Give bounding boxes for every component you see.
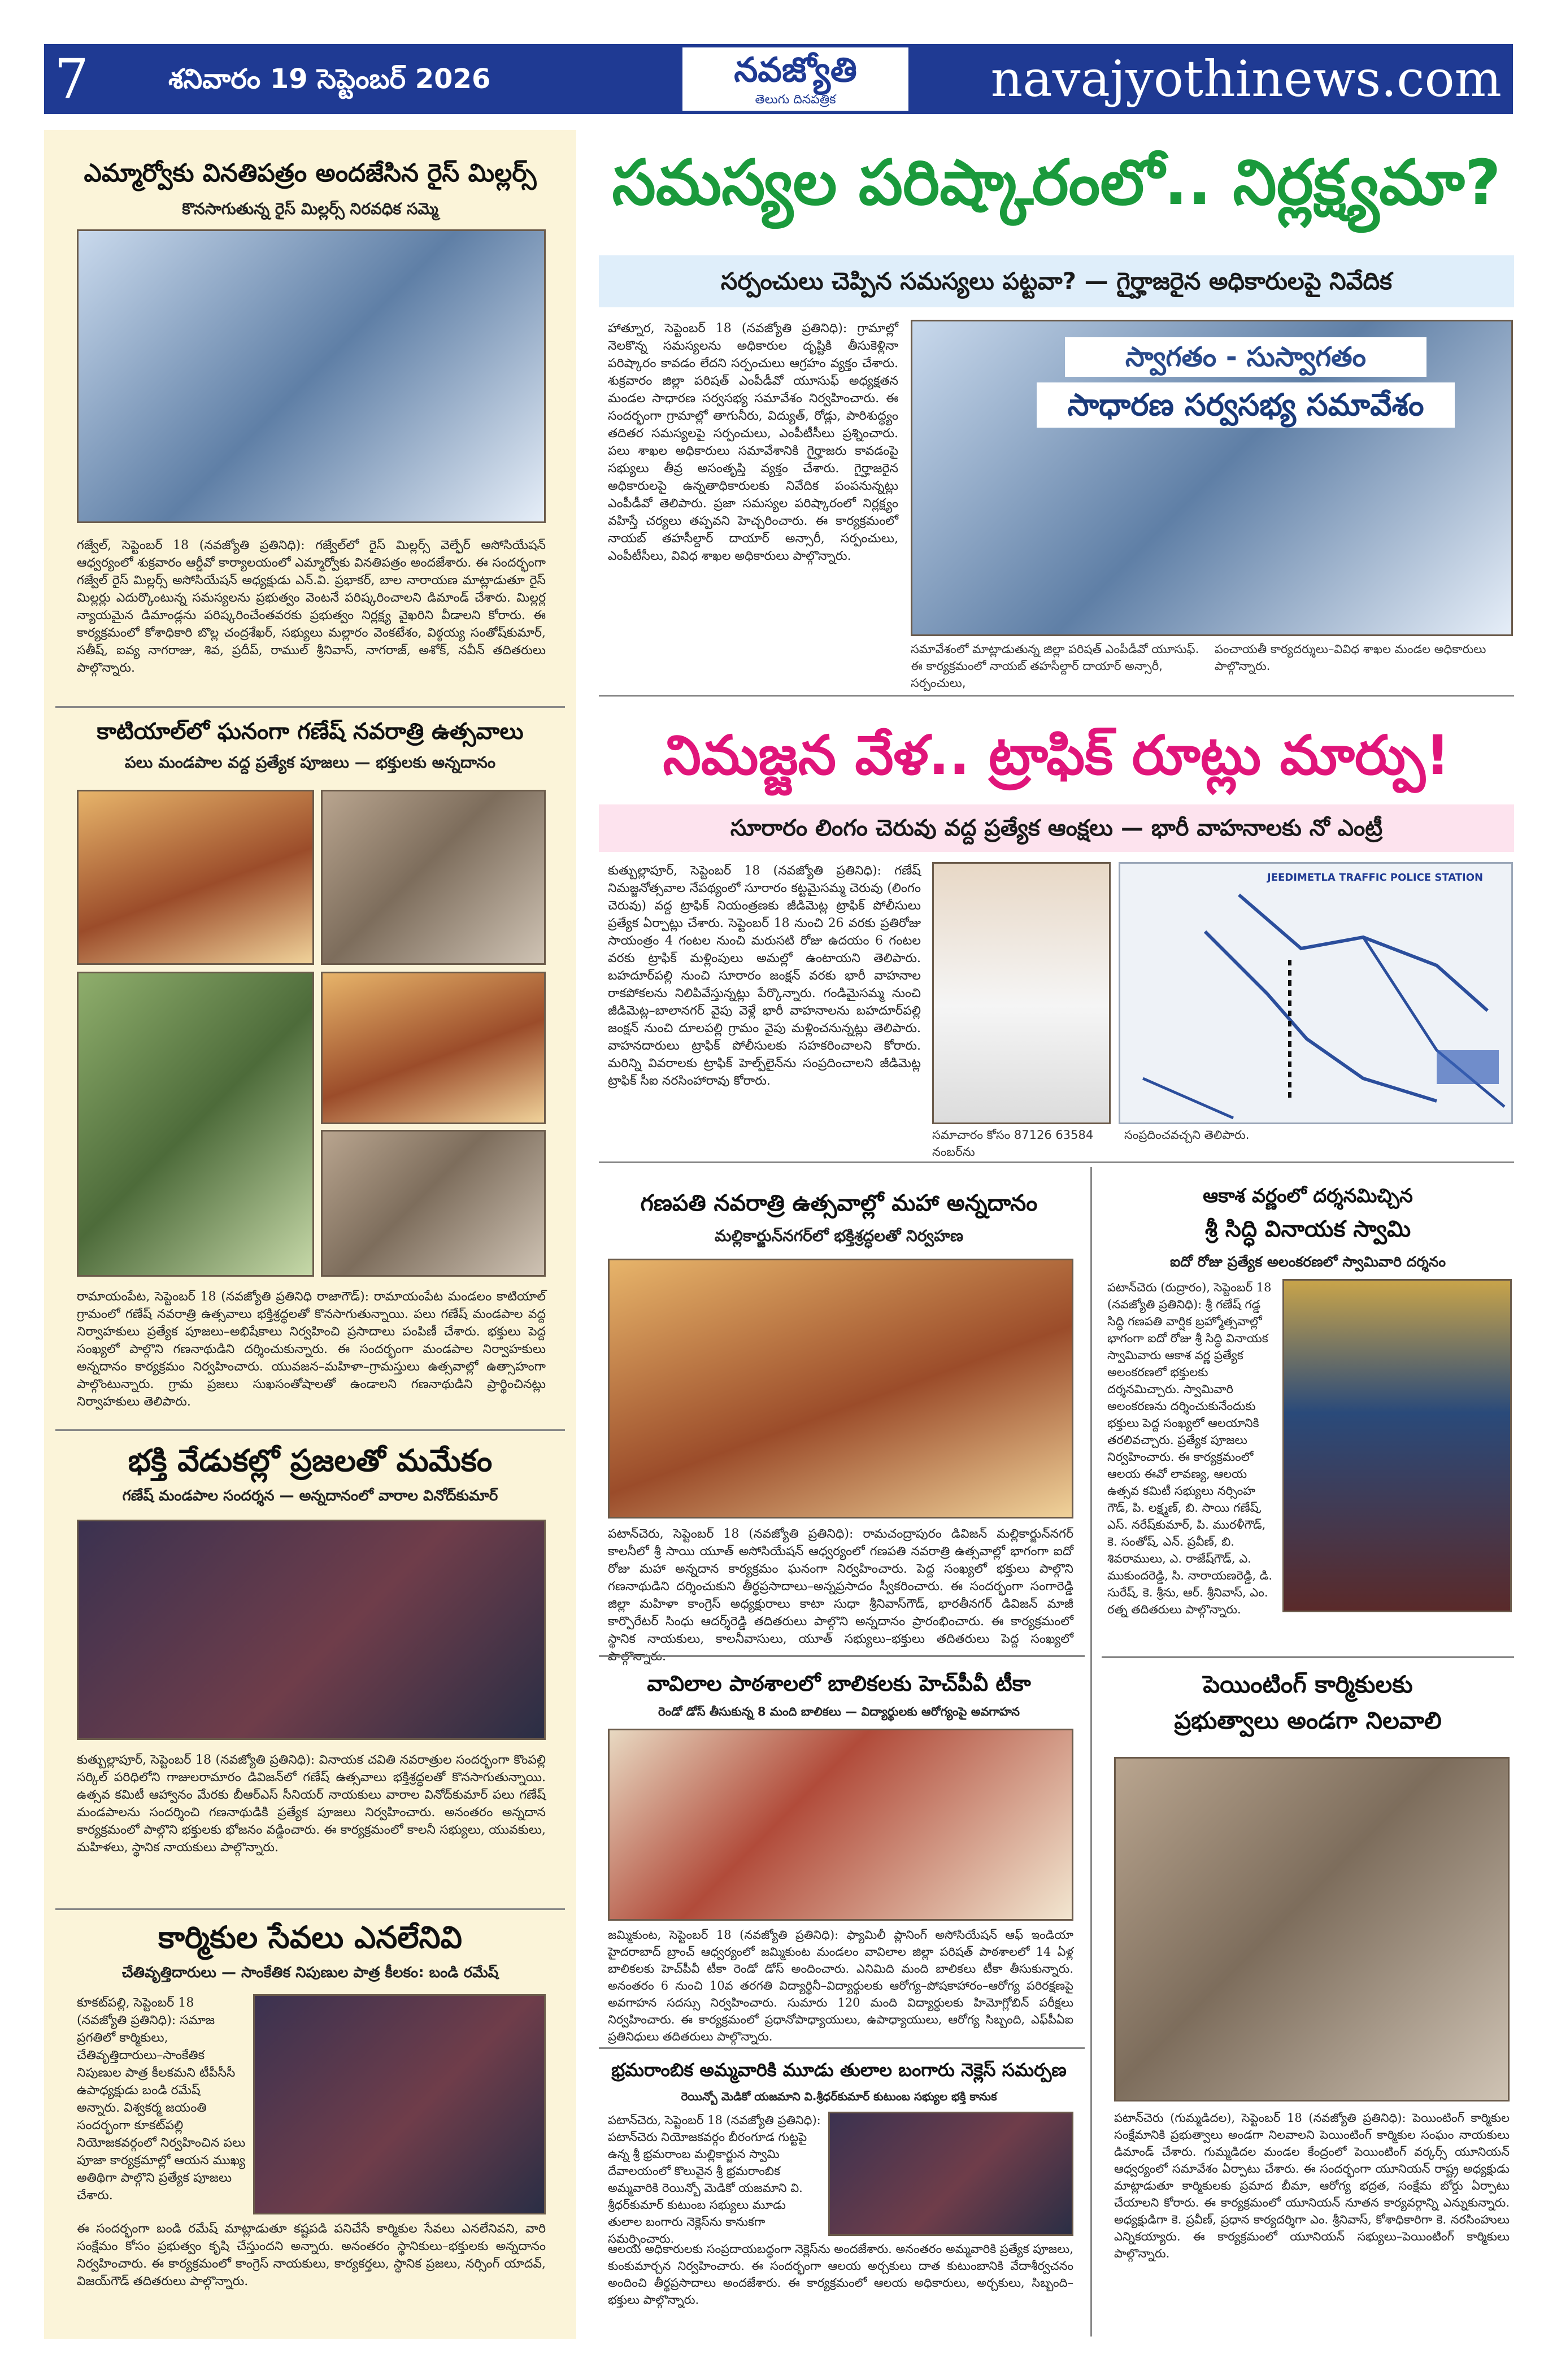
news-photo: [1114, 1757, 1510, 2101]
article-body: రామాయంపేట, సెప్టెంబర్ 18 (నవజ్యోతి ప్రతినిధి రాజాగౌడ్): రామాయంపేట మండలం కాటియాల్ గ్రామంలో గణేష్ నవరాత్రి ఉత్సవాలు భక్తిశ్రద్ధలతో కొనసాగుతున్నాయి. పలు గణేష్ మండపాల వద్ద నిర్వాహకులు ప్రత్యేక పూజలు–అభిషేకాలు నిర్వహించి ప్రసాదాలు పంపిణీ చేశారు. భక్తులు పెద్ద సంఖ్యలో పాల్గొని గణనాథుడిని దర్శించుకున్నారు. ఈ సందర్భంగా మండపాల నిర్వాహకులు అన్నదానం కార్యక్రమం నిర్వహించారు. యువజన–మహిళా–గ్రామస్తులు ఉత్సవాల్లో ఉత్సాహంగా పాల్గొంటున్నారు. గ్రామ ప్రజలు సుఖసంతోషాలతో ఉండాలని గణనాథుడిని ప్రార్థించినట్లు నిర్వాహకులు తెలిపారు.: [77, 1290, 546, 1409]
article-subtitle: రెండో డోస్ తీసుకున్న 8 మంది బాలికలు — విద్యార్థులకు ఆరోగ్యంపై అవగాహన: [658, 1705, 1020, 1718]
logo: నవజ్యోతి: [734, 50, 857, 90]
news-photo: [77, 229, 546, 523]
headline-2: నిమజ్జన వేళ.. ట్రాఫిక్ రూట్లు మార్పు!: [663, 724, 1450, 787]
news-photo: [608, 1729, 1073, 1921]
route-map: [1119, 862, 1513, 1124]
left-sidebar: [44, 130, 576, 2339]
article-title: కార్మికుల సేవలు ఎనలేనివి: [158, 1920, 462, 1955]
route-map-graphic: [1120, 864, 1515, 1126]
news-photo: [77, 790, 314, 965]
issue-date: శనివారం 19 సెప్టెంబర్ 2026: [168, 63, 491, 95]
article-title: గణపతి నవరాత్రి ఉత్సవాల్లో మహా అన్నదానం: [640, 1190, 1038, 1216]
article-body: కుత్బుల్లాపూర్, సెప్టెంబర్ 18 (నవజ్యోతి ప్రతినిధి): వినాయక చవితి నవరాత్రుల సందర్భంగా కొంపల్లి సర్కిల్ పరిధిలోని గాజులరామారం డివిజన్‌లో గణేష్ ఉత్సవాలు భక్తిశ్రద్ధలతో కొనసాగుతున్నాయి. ఉత్సవ కమిటీ ఆహ్వానం మేరకు బీఆర్ఎస్ సీనియర్ నాయకులు వారాల వినోద్‌కుమార్ పలు గణేష్ మండపాలను సందర్శించి గణనాథుడికి ప్రత్యేక పూజలు నిర్వహించారు. అనంతరం అన్నదాన కార్యక్రమంలో పాల్గొని భక్తులకు భోజనం వడ్డించారు. ఈ కార్యక్రమంలో కాలనీ సభ్యులు, యువకులు, మహిళలు, స్థానిక నాయకులు పాల్గొన్నారు.: [77, 1753, 546, 1855]
news-photo: [321, 790, 546, 965]
police-photo: [932, 862, 1111, 1124]
map-title: JEEDIMETLA TRAFFIC POLICE STATION: [1267, 872, 1484, 884]
article-body: జమ్మికుంట, సెప్టెంబర్ 18 (నవజ్యోతి ప్రతినిధి): ఫ్యామిలీ ప్లానింగ్ అసోసియేషన్ ఆఫ్ ఇండియా హైదరాబాద్ బ్రాంచ్ ఆధ్వర్యంలో జమ్మికుంట మండలం వావిలాల జిల్లా పరిషత్ పాఠశాలలో 14 ఏళ్ల బాలికలకు హెచ్‌పీవీ టీకా రెండో డోస్ అందించారు. ఎనిమిది మంది బాలికలు టీకా తీసుకున్నారు. అనంతరం 6 నుంచి 10వ తరగతి విద్యార్థినీ–విద్యార్థులకు ఆరోగ్య–పోషకాహారం–ఆరోగ్య పరిరక్షణపై అవగాహన సదస్సు నిర్వహించారు. సుమారు 120 మంది విద్యార్థులకు హిమోగ్లోబిన్ పరీక్షలు నిర్వహించారు. ఈ కార్యక్రమంలో ప్రధానోపాధ్యాయులు, ఉపాధ్యాయులు, ఆరోగ్య సిబ్బంది, ఎఫ్‌పీఏఐ ప్రతినిధులు తదితరులు పాల్గొన్నారు.: [608, 1928, 1073, 2043]
news-photo: [77, 1520, 546, 1740]
article-body: పటాన్‌చెరు (రుద్రారం), సెప్టెంబర్ 18 (నవజ్యోతి ప్రతినిధి): శ్రీ గణేష్ గడ్డ సిద్ధి గణపతి వార్షిక బ్రహ్మోత్సవాల్లో భాగంగా ఐదో రోజు శ్రీ సిద్ధి వినాయక స్వామివారు ఆకాశ వర్ణ ప్రత్యేక అలంకరణలో భక్తులకు దర్శనమిచ్చారు. స్వామివారి అలంకరణను దర్శించుకునేందుకు భక్తులు పెద్ద సంఖ్యలో ఆలయానికి తరలివచ్చారు. ప్రత్యేక పూజలు నిర్వహించారు. ఈ కార్యక్రమంలో ఆలయ ఈవో లావణ్య, ఆలయ ఉత్సవ కమిటీ సభ్యులు నర్సింహ గౌడ్, పి. లక్ష్మణ్, బి. సాయి గణేష్, ఎస్. నరేష్‌కుమార్, పి. మురళీగౌడ్, కె. సంతోష్, ఎన్. ప్రవీణ్, బి. శివరాములు, ఎ. రాజేష్‌గౌడ్, ఎ. ముకుందరెడ్డి, సి. నారాయణరెడ్డి, డి. సురేష్, కె. శ్రీను, ఆర్. శ్రీనివాస్, ఎం. రత్న తదితరులు పాల్గొన్నారు.: [1107, 1281, 1273, 1616]
article-body: పటాన్‌చెరు, సెప్టెంబర్ 18 (నవజ్యోతి ప్రతినిధి): రామచంద్రాపురం డివిజన్ మల్లికార్జున్‌నగర్ కాలనీలో శ్రీ సాయి యూత్ అసోసియేషన్ ఆధ్వర్యంలో గణపతి నవరాత్రి ఉత్సవాల్లో భాగంగా ఐదో రోజు మహా అన్నదాన కార్యక్రమం ఘనంగా నిర్వహించారు. పెద్ద సంఖ్యలో భక్తులు పాల్గొని గణనాథుడిని దర్శించుకుని తీర్థప్రసాదాలు–అన్నప్రసాదం స్వీకరించారు. ఈ సందర్భంగా సంగారెడ్డి జిల్లా మహిళా కాంగ్రెస్ అధ్యక్షురాలు కాటా సుధా శ్రీనివాస్‌గౌడ్, భారతీనగర్ డివిజన్ మాజీ కార్పొరేటర్ సింధు ఆదర్శ్‌రెడ్డి తదితరులు పాల్గొని అన్నదానం ప్రారంభించారు. ఈ కార్యక్రమంలో స్థానిక నాయకులు, కాలనీవాసులు, యూత్ సభ్యులు–భక్తులు తదితరులు పెద్ద సంఖ్యలో: [608, 1527, 1073, 1646]
article-title: భక్తి వేడుకల్లో ప్రజలతో మమేకం: [128, 1443, 493, 1478]
headline-1: సమస్యల పరిష్కారంలో.. నిర్లక్ష్యమా?: [612, 146, 1501, 219]
masthead: [44, 44, 1513, 114]
article-body: కుత్బుల్లాపూర్, సెప్టెంబర్ 18 (నవజ్యోతి ప్రతినిధి): గణేష్ నిమజ్జనోత్సవాల నేపథ్యంలో సూరారం కట్టమైసమ్మ చెరువు (లింగం చెరువు) వద్ద ట్రాఫిక్ నియంత్రణకు జీడిమెట్ల ట్రాఫిక్ పోలీసులు ప్రత్యేక ఏర్పాట్లు చేశారు. సెప్టెంబర్ 18 నుంచి 26 వరకు ప్రతిరోజు సాయంత్రం 4 గంటల నుంచి మరుసటి రోజు ఉదయం 6 గంటల వరకు ట్రాఫిక్ మళ్లింపులు అమల్లో ఉంటాయని తెలిపారు. బహదూర్‌పల్లి నుంచి సూరారం జంక్షన్ వరకు భారీ వాహనాల రాకపోకలను నిలిపివేస్తున్నట్లు పేర్కొన్నారు. గండిమైసమ్మ నుంచి జీడిమెట్ల–బాలానగర్ వైపు వెళ్లే భారీ వాహనాలను బహదూర్‌పల్లి జంక్షన్ నుంచి దూలపల్లి గ్రామం వైపు మళ్లించనున్నట్లు తెలిపారు. వాహనదారులు ట్రాఫిక్ పోలీసులకు సహకరించాలని కోరారు. మరిన్ని వివరాలకు ట్రాఫిక్ హెల్ప్‌లైన్‌ను సంప్రదించాలని జీడిమెట్ల ట్రాఫిక్ సీఐ నరసింహారావు కోరారు.: [608, 864, 921, 1088]
article-title: భ్రమరాంబిక అమ్మవారికి మూడు తులాల బంగారు నెక్లెస్ సమర్పణ: [611, 2059, 1067, 2081]
article-title: ఆకాశ వర్ణంలో దర్శనమిచ్చిన: [1203, 1185, 1413, 1207]
photo-caption: సంప్రదించవచ్చని తెలిపారు.: [1124, 1128, 1250, 1142]
logo-box[interactable]: [682, 47, 908, 111]
article-subtitle: రెయిన్బో మెడికో యజమాని వి.శ్రీధర్‌కుమార్ కుటుంబ సభ్యుల భక్తి కానుక: [681, 2090, 997, 2103]
idol-photo: [1282, 1279, 1512, 1612]
page-number: 7: [54, 47, 89, 111]
news-photo: [321, 972, 546, 1124]
photo-caption: పంచాయతీ కార్యదర్శులు–వివిధ శాఖల మండల అధికారులు పాల్గొన్నారు.: [1215, 642, 1486, 673]
news-photo: [77, 972, 314, 1277]
banner-1: సర్పంచులు చెప్పిన సమస్యలు పట్టవా? — గైర్హాజరైన అధికారులపై నివేదిక: [599, 255, 1514, 307]
news-photo: [321, 1130, 546, 1277]
article-title-2: శ్రీ సిద్ధి వినాయక స్వామి: [1204, 1216, 1411, 1242]
divider: [55, 1908, 565, 1910]
banner-2: సూరారం లింగం చెరువు వద్ద ప్రత్యేక ఆంక్షలు — భారీ వాహనాలకు నో ఎంట్రీ: [599, 804, 1514, 852]
article-subtitle: ఐదో రోజు ప్రత్యేక అలంకరణలో స్వామివారి దర్శనం: [1169, 1254, 1446, 1270]
article-title: వావిలాల పాఠశాలలో బాలికలకు హెచ్‌పీవీ టీకా: [647, 1671, 1031, 1696]
column-divider: [1090, 1167, 1092, 2337]
logo-tagline: తెలుగు దినపత్రిక: [755, 93, 836, 107]
article-subtitle: గణేష్ మండపాల సందర్శన — అన్నదానంలో వారాల వినోద్‌కుమార్: [122, 1487, 498, 1504]
site-url[interactable]: navajyothinews.com: [990, 50, 1502, 108]
divider: [1102, 1656, 1514, 1658]
article-title: ఎమ్మార్వోకు వినతిపత్రం అందజేసిన రైస్ మిల్లర్స్: [84, 159, 537, 188]
divider: [599, 1655, 1085, 1657]
article-body: ఈ సందర్భంగా బండి రమేష్ మాట్లాడుతూ కష్టపడి పనిచేసే కార్మికుల సేవలు ఎనలేనివని, వారి సంక్షేమం కోసం ప్రభుత్వం కృషి చేస్తుందని అన్నారు. అనంతరం స్థానికులు–భక్తులకు అన్నదానం నిర్వహించారు. ఈ కార్యక్రమంలో కాంగ్రెస్ నాయకులు, కార్యకర్తలు, స్థానిక ప్రజలు, నర్సింగ్ యాదవ్, విజయ్‌గౌడ్ తదితరులు పాల్గొన్నారు.: [77, 2222, 546, 2288]
article-title: కాటియాల్‌లో ఘనంగా గణేష్ నవరాత్రి ఉత్సవాలు: [97, 719, 524, 745]
photo-caption: సమాచారం కోసం 87126 63584 నంబర్‌ను: [932, 1128, 1094, 1159]
article-body: ఆలయ అధికారులకు సంప్రదాయబద్ధంగా నెక్లెస్‌ను అందజేశారు. అనంతరం అమ్మవారికి ప్రత్యేక పూజలు, కుంకుమార్చన నిర్వహించారు. ఈ సందర్భంగా ఆలయ అర్చకులు దాత కుటుంబానికి వేదాశీర్వచనం అందించి తీర్థప్రసాదాలు అందజేశారు. ఈ కార్యక్రమంలో ఆలయ అధికారులు, అర్చకులు, సిబ్బంది–భక్తులు పాల్గొన్నారు.: [608, 2242, 1073, 2307]
article-subtitle: పలు మండపాల వద్ద ప్రత్యేక పూజలు — భక్తులకు అన్నదానం: [124, 753, 496, 772]
news-photo: [911, 320, 1513, 636]
divider: [55, 1429, 565, 1431]
divider: [599, 695, 1514, 697]
article-subtitle: చేతివృత్తిదారులు — సాంకేతిక నిపుణుల పాత్ర కీలకం: బండి రమేష్: [121, 1964, 499, 1981]
photo-caption: సమావేశంలో మాట్లాడుతున్న జిల్లా పరిషత్ ఎంపీడీవో యూసుఫ్. ఈ కార్యక్రమంలో నాయబ్ తహసీల్దార్ దాయార్ అన్సారీ, సర్పంచులు,: [911, 642, 1199, 690]
divider: [599, 1161, 1514, 1163]
banner-print: స్వాగతం - సుస్వాగతం: [1065, 337, 1426, 377]
news-photo: [828, 2112, 1073, 2236]
news-photo: [253, 1994, 546, 2214]
article-body: గజ్వేల్, సెప్టెంబర్ 18 (నవజ్యోతి ప్రతినిధి): గజ్వేల్‌లో రైస్ మిల్లర్స్ వెల్ఫేర్ అసోసియేషన్ ఆధ్వర్యంలో శుక్రవారం ఆర్డీవో కార్యాలయంలో ఎమ్మార్వోకు వినతిపత్రం అందజేశారు. ఈ సందర్భంగా గజ్వేల్ రైస్ మిల్లర్స్ అసోసియేషన్ అధ్యక్షుడు ఎన్.వి. ప్రభాకర్, బాల నారాయణ మాట్లాడుతూ రైస్ మిల్లర్లు ఎదుర్కొంటున్న సమస్యలను ప్రభుత్వం వెంటనే పరిష్కరించాలని డిమాండ్ చేశారు. మిల్లర్ల న్యాయమైన డిమాండ్లను పరిష్కరించేంతవరకు ప్రభుత్వం నిర్లక్ష్య వైఖరిని వీడాలని కోరారు. ఈ కార్యక్రమంలో కోశాధికారి బొల్ల చంద్రశేఖర్, సభ్యులు మల్లారం వెంకటేశం, విఠ్ఠయ్య సంతోష్‌కుమార్, సతీష్, ఐవ్య నాగరాజు, శివ, ప్రదీప్, రాముల్ శ్రీనివాస్, నాగరాజ్, అశోక్, నవీన్ తదితరులు పాల్గొన్నారు.: [77, 538, 546, 675]
article-body: పటాన్‌చెరు, సెప్టెంబర్ 18 (నవజ్యోతి ప్రతినిధి): పటాన్‌చెరు నియోజకవర్గం బీరంగూడ గుట్టపై ఉన్న శ్రీ భ్రమరాంబ మల్లికార్జున స్వామి దేవాలయంలో కొలువైన శ్రీ భ్రమరాంబిక అమ్మవారికి రెయిన్బో మెడికో యజమాని వి. శ్రీధర్‌కుమార్ కుటుంబ సభ్యులు మూడు తులాల బంగారు నెక్లెస్‌ను కానుకగా సమర్పించారు.: [608, 2113, 821, 2246]
article-body: హాత్నూర, సెప్టెంబర్ 18 (నవజ్యోతి ప్రతినిధి): గ్రామాల్లో నెలకొన్న సమస్యలను అధికారుల దృష్టికి తీసుకెళ్లినా పరిష్కారం కావడం లేదని సర్పంచులు ఆగ్రహం వ్యక్తం చేశారు. శుక్రవారం జిల్లా పరిషత్ ఎంపీడీవో యూసుఫ్ అధ్యక్షతన మండల సాధారణ సర్వసభ్య సమావేశం నిర్వహించారు. ఈ సందర్భంగా గ్రామాల్లో తాగునీరు, విద్యుత్, రోడ్లు, పారిశుద్ధ్యం తదితర సమస్యలపై సర్పంచులు, ఎంపీటీసీలు ప్రశ్నించారు. పలు శాఖల అధికారులు సమావేశానికి గైర్హాజరు కావడంపై సభ్యులు తీవ్ర అసంతృప్తి వ్యక్తం చేశారు. గైర్హాజరైన అధికారులపై ఉన్నతాధికారులకు నివేదిక పంపనున్నట్లు ఎంపీడీవో తెలిపారు. ప్రజా సమస్యల పరిష్కారంలో నిర్లక్ష్యం వహిస్తే చర్యలు తప్పవని హెచ్చరించారు. ఈ కార్యక్రమంలో నాయబ్ తహసీల్దార్ దాయార్ అన్సారీ, సర్పంచులు, ఎంపీటీసీలు, వివిధ శాఖల అధికారులు పాల్గొన్నారు.: [608, 321, 898, 563]
article-subtitle: కొనసాగుతున్న రైస్ మిల్లర్స్ నిరవధిక సమ్మె: [182, 199, 438, 218]
article-title-2: ప్రభుత్వాలు అండగా నిలవాలి: [1174, 1707, 1442, 1734]
article-title: పెయింటింగ్ కార్మికులకు: [1203, 1670, 1413, 1698]
divider: [55, 706, 565, 708]
divider: [599, 2047, 1085, 2049]
news-photo: [608, 1259, 1073, 1518]
banner-print-2: సాధారణ సర్వసభ్య సమావేశం: [1037, 382, 1455, 428]
article-body: పటాన్‌చెరు (గుమ్మడిదల), సెప్టెంబర్ 18 (నవజ్యోతి ప్రతినిధి): పెయింటింగ్ కార్మికుల సంక్షేమానికి ప్రభుత్వాలు అండగా నిలవాలని పెయింటింగ్ కార్మికుల సంఘం నాయకులు డిమాండ్ చేశారు. గుమ్మడిదల మండల కేంద్రంలో పెయింటింగ్ వర్కర్స్ యూనియన్ ఆధ్వర్యంలో సమావేశం ఏర్పాటు చేశారు. ఈ సందర్భంగా యూనియన్ రాష్ట్ర అధ్యక్షుడు మాట్లాడుతూ కార్మికులకు ప్రమాద బీమా, ఆరోగ్య భద్రత, సంక్షేమ బోర్డు ఏర్పాటు చేయాలని కోరారు. ఈ కార్యక్రమంలో యూనియన్ నూతన కార్యవర్గాన్ని ఎన్నుకున్నారు. అధ్యక్షుడిగా కె. ప్రవీణ్, ప్రధాన కార్యదర్శిగా ఎం. శ్రీనివాస్, కోశాధికారిగా కె. నరసింహులు ఎన్నికయ్యారు. ఈ కార్యక్రమంలో యూనియన్ సభ్యులు–పెయింటింగ్ కార్మికులు పాల్గొన్నారు.: [1114, 2111, 1510, 2260]
article-subtitle: మల్లికార్జున్‌నగర్‌లో భక్తిశ్రద్ధలతో నిర్వహణ: [714, 1226, 964, 1245]
article-body: కూకట్‌పల్లి, సెప్టెంబర్ 18 (నవజ్యోతి ప్రతినిధి): సమాజ ప్రగతిలో కార్మికులు, చేతివృత్తిదారులు–సాంకేతిక నిపుణుల పాత్ర కీలకమని టీపీసీసీ ఉపాధ్యక్షుడు బండి రమేష్ అన్నారు. విశ్వకర్మ జయంతి సందర్భంగా కూకట్‌పల్లి నియోజకవర్గంలో నిర్వహించిన పలు పూజా కార్యక్రమాల్లో ఆయన ముఖ్య అతిథిగా పాల్గొని ప్రత్యేక పూజలు చేశారు.: [77, 1996, 246, 2203]
